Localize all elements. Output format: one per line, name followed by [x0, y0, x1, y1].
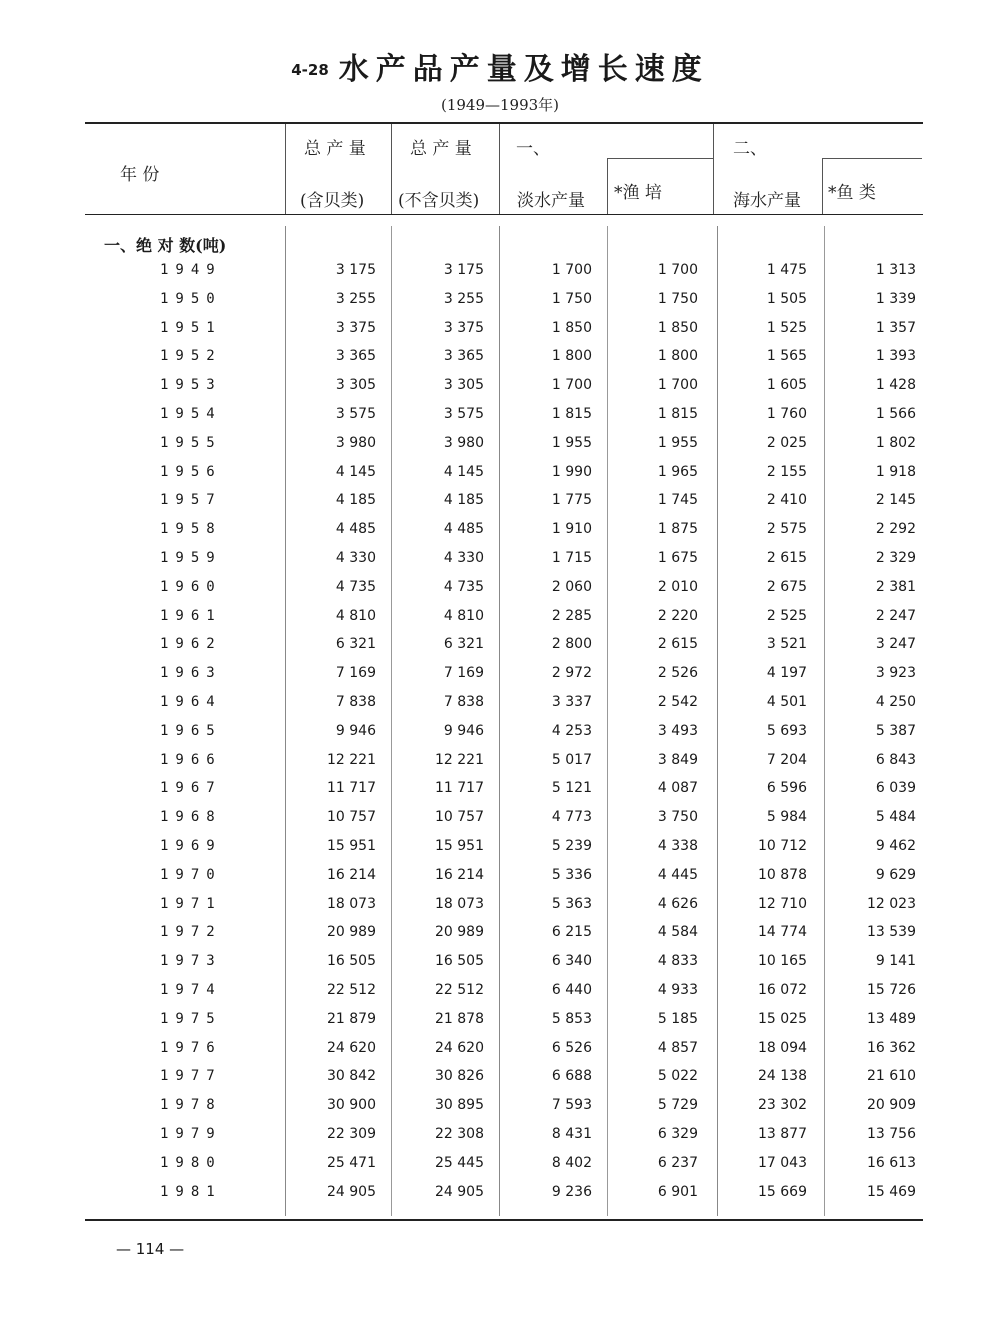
col-divider	[607, 158, 608, 214]
freshwater-cell: 1 800	[551, 348, 592, 365]
total-incl-cell: 3 175	[335, 262, 376, 278]
culture-cell: 6 329	[657, 1126, 698, 1142]
total-excl-cell: 7 838	[443, 694, 484, 710]
fish-cell: 2 247	[875, 607, 916, 624]
marine-cell: 23 302	[758, 1097, 807, 1114]
total-excl-cell: 24 620	[435, 1039, 484, 1056]
freshwater-cell: 6 340	[551, 953, 592, 970]
table-row	[0, 492, 1000, 521]
table-row	[0, 608, 1000, 637]
freshwater-cell: 1 750	[551, 290, 592, 307]
total-incl-cell: 22 309	[327, 1126, 376, 1142]
freshwater-cell: 2 060	[551, 578, 592, 595]
total-excl-cell: 20 989	[435, 924, 484, 941]
culture-cell: 1 965	[657, 463, 698, 480]
total-excl-cell: 22 512	[435, 982, 484, 998]
culture-cell: 5 185	[657, 1010, 698, 1027]
table-row	[0, 636, 1000, 665]
freshwater-cell: 2 972	[551, 665, 592, 682]
table-row	[0, 867, 1000, 896]
year-cell: 1959	[160, 550, 222, 566]
year-cell: 1957	[160, 492, 222, 509]
freshwater-cell: 1 955	[551, 434, 592, 451]
total-excl-cell: 7 169	[443, 665, 484, 682]
marine-cell: 15 669	[758, 1183, 807, 1200]
header-freshwater: 淡水产量	[517, 191, 585, 211]
total-incl-cell: 4 185	[335, 492, 376, 509]
table-row	[0, 953, 1000, 982]
total-incl-cell: 4 145	[335, 463, 376, 480]
fish-cell: 1 339	[875, 290, 916, 307]
culture-cell: 2 220	[657, 607, 698, 624]
year-cell: 1958	[160, 521, 222, 538]
fish-cell: 3 247	[875, 636, 916, 653]
total-excl-cell: 4 735	[443, 578, 484, 595]
header-group-marine: 二、	[733, 139, 767, 159]
year-cell: 1979	[160, 1126, 222, 1142]
total-incl-cell: 30 842	[327, 1068, 376, 1085]
culture-cell: 4 584	[657, 924, 698, 941]
freshwater-cell: 6 688	[551, 1068, 592, 1085]
freshwater-cell: 8 431	[551, 1126, 592, 1142]
year-cell: 1961	[160, 607, 222, 624]
total-excl-cell: 3 375	[443, 319, 484, 336]
culture-cell: 1 675	[657, 550, 698, 566]
marine-cell: 7 204	[766, 751, 807, 768]
culture-cell: 4 338	[657, 838, 698, 854]
total-excl-cell: 25 445	[435, 1154, 484, 1171]
culture-cell: 2 526	[657, 665, 698, 682]
freshwater-cell: 1 910	[551, 521, 592, 538]
col-divider	[391, 124, 392, 214]
total-excl-cell: 21 878	[435, 1010, 484, 1027]
marine-cell: 4 197	[766, 665, 807, 682]
total-excl-cell: 4 145	[443, 463, 484, 480]
culture-cell: 1 955	[657, 434, 698, 451]
total-excl-cell: 3 305	[443, 377, 484, 394]
total-incl-cell: 12 221	[327, 751, 376, 768]
total-excl-cell: 4 485	[443, 521, 484, 538]
table-row	[0, 1068, 1000, 1097]
freshwater-cell: 1 700	[551, 377, 592, 394]
table-row	[0, 406, 1000, 435]
total-incl-cell: 20 989	[327, 924, 376, 941]
total-incl-cell: 25 471	[327, 1154, 376, 1171]
total-incl-cell: 3 255	[335, 290, 376, 307]
freshwater-cell: 5 121	[551, 780, 592, 797]
fish-cell: 5 387	[875, 722, 916, 739]
culture-cell: 3 849	[657, 751, 698, 768]
total-incl-cell: 7 169	[335, 665, 376, 682]
table-row	[0, 752, 1000, 781]
freshwater-cell: 1 715	[551, 550, 592, 566]
year-cell: 1978	[160, 1097, 222, 1114]
year-cell: 1960	[160, 578, 222, 595]
table-row	[0, 1011, 1000, 1040]
total-excl-cell: 6 321	[443, 636, 484, 653]
fish-cell: 1 918	[875, 463, 916, 480]
total-incl-cell: 4 485	[335, 521, 376, 538]
header-total-excl-top: 总 产 量	[410, 139, 472, 159]
fish-cell: 2 292	[875, 521, 916, 538]
fish-cell: 4 250	[875, 694, 916, 710]
year-cell: 1981	[160, 1183, 222, 1200]
culture-cell: 5 729	[657, 1097, 698, 1114]
fish-cell: 15 726	[867, 982, 916, 998]
table-row	[0, 809, 1000, 838]
total-excl-cell: 10 757	[435, 809, 484, 826]
group2-divider	[822, 158, 922, 159]
total-excl-cell: 24 905	[435, 1183, 484, 1200]
freshwater-cell: 1 775	[551, 492, 592, 509]
year-cell: 1965	[160, 722, 222, 739]
freshwater-cell: 5 363	[551, 895, 592, 912]
table-row	[0, 579, 1000, 608]
table-title-text: 水产品产量及增长速度	[338, 52, 709, 87]
total-excl-cell: 30 895	[435, 1097, 484, 1114]
table-row	[0, 665, 1000, 694]
col-divider	[822, 158, 823, 214]
table-row	[0, 838, 1000, 867]
total-incl-cell: 16 505	[327, 953, 376, 970]
year-cell: 1980	[160, 1154, 222, 1171]
table-row	[0, 348, 1000, 377]
year-cell: 1964	[160, 694, 222, 710]
total-incl-cell: 22 512	[327, 982, 376, 998]
year-cell: 1949	[160, 262, 222, 278]
freshwater-cell: 1 700	[551, 262, 592, 278]
marine-cell: 16 072	[758, 982, 807, 998]
fish-cell: 2 145	[875, 492, 916, 509]
total-excl-cell: 4 330	[443, 550, 484, 566]
fish-cell: 16 613	[867, 1154, 916, 1171]
table-row	[0, 1126, 1000, 1155]
total-incl-cell: 3 575	[335, 406, 376, 422]
fish-cell: 12 023	[867, 895, 916, 912]
fish-cell: 16 362	[867, 1039, 916, 1056]
header-year: 年 份	[120, 165, 160, 185]
marine-cell: 10 712	[758, 838, 807, 854]
culture-cell: 3 493	[657, 722, 698, 739]
fish-cell: 1 393	[875, 348, 916, 365]
freshwater-cell: 6 215	[551, 924, 592, 941]
marine-cell: 10 878	[758, 866, 807, 883]
total-excl-cell: 22 308	[435, 1126, 484, 1142]
total-excl-cell: 3 980	[443, 434, 484, 451]
freshwater-cell: 5 336	[551, 866, 592, 883]
marine-cell: 2 575	[766, 521, 807, 538]
culture-cell: 4 445	[657, 866, 698, 883]
year-cell: 1950	[160, 290, 222, 307]
table-row	[0, 982, 1000, 1011]
table-row	[0, 896, 1000, 925]
total-incl-cell: 18 073	[327, 895, 376, 912]
marine-cell: 1 505	[766, 290, 807, 307]
total-excl-cell: 3 255	[443, 290, 484, 307]
table-number: 4-28	[291, 61, 329, 79]
culture-cell: 4 833	[657, 953, 698, 970]
total-excl-cell: 3 175	[443, 262, 484, 278]
table-row	[0, 694, 1000, 723]
table-row	[0, 377, 1000, 406]
marine-cell: 6 596	[766, 780, 807, 797]
fish-cell: 2 329	[875, 550, 916, 566]
fish-cell: 6 843	[875, 751, 916, 768]
year-cell: 1974	[160, 982, 222, 998]
header-fish: *鱼 类	[828, 183, 876, 203]
culture-cell: 1 745	[657, 492, 698, 509]
culture-cell: 2 615	[657, 636, 698, 653]
culture-cell: 1 750	[657, 290, 698, 307]
year-cell: 1953	[160, 377, 222, 394]
marine-cell: 3 521	[766, 636, 807, 653]
culture-cell: 4 087	[657, 780, 698, 797]
marine-cell: 1 525	[766, 319, 807, 336]
table-row	[0, 291, 1000, 320]
total-incl-cell: 30 900	[327, 1097, 376, 1114]
freshwater-cell: 3 337	[551, 694, 592, 710]
total-excl-cell: 18 073	[435, 895, 484, 912]
marine-cell: 10 165	[758, 953, 807, 970]
fish-cell: 15 469	[867, 1183, 916, 1200]
table-row	[0, 1040, 1000, 1069]
marine-cell: 15 025	[758, 1010, 807, 1027]
marine-cell: 24 138	[758, 1068, 807, 1085]
marine-cell: 2 675	[766, 578, 807, 595]
year-cell: 1977	[160, 1068, 222, 1085]
freshwater-cell: 1 990	[551, 463, 592, 480]
culture-cell: 3 750	[657, 809, 698, 826]
marine-cell: 5 693	[766, 722, 807, 739]
year-cell: 1968	[160, 809, 222, 826]
total-incl-cell: 16 214	[327, 866, 376, 883]
year-cell: 1955	[160, 434, 222, 451]
culture-cell: 1 700	[657, 262, 698, 278]
total-incl-cell: 24 620	[327, 1039, 376, 1056]
col-divider	[499, 124, 500, 214]
marine-cell: 1 475	[766, 262, 807, 278]
freshwater-cell: 2 285	[551, 607, 592, 624]
freshwater-cell: 6 526	[551, 1039, 592, 1056]
marine-cell: 5 984	[766, 809, 807, 826]
marine-cell: 17 043	[758, 1154, 807, 1171]
fish-cell: 9 462	[875, 838, 916, 854]
freshwater-cell: 7 593	[551, 1097, 592, 1114]
freshwater-cell: 5 017	[551, 751, 592, 768]
year-cell: 1951	[160, 319, 222, 336]
freshwater-cell: 2 800	[551, 636, 592, 653]
bottom-rule	[85, 1219, 923, 1221]
total-excl-cell: 4 810	[443, 607, 484, 624]
fish-cell: 9 141	[875, 953, 916, 970]
total-incl-cell: 7 838	[335, 694, 376, 710]
total-excl-cell: 11 717	[435, 780, 484, 797]
table-row	[0, 1184, 1000, 1213]
total-excl-cell: 15 951	[435, 838, 484, 854]
fish-cell: 9 629	[875, 866, 916, 883]
year-cell: 1973	[160, 953, 222, 970]
total-incl-cell: 10 757	[327, 809, 376, 826]
marine-cell: 14 774	[758, 924, 807, 941]
freshwater-cell: 5 239	[551, 838, 592, 854]
header-culture: *渔 培	[614, 183, 662, 203]
total-incl-cell: 4 330	[335, 550, 376, 566]
total-incl-cell: 24 905	[327, 1183, 376, 1200]
total-excl-cell: 30 826	[435, 1068, 484, 1085]
marine-cell: 18 094	[758, 1039, 807, 1056]
year-cell: 1962	[160, 636, 222, 653]
total-incl-cell: 21 879	[327, 1010, 376, 1027]
year-cell: 1976	[160, 1039, 222, 1056]
year-cell: 1969	[160, 838, 222, 854]
fish-cell: 5 484	[875, 809, 916, 826]
fish-cell: 1 428	[875, 377, 916, 394]
header-marine: 海水产量	[733, 191, 801, 211]
fish-cell: 2 381	[875, 578, 916, 595]
marine-cell: 13 877	[758, 1126, 807, 1142]
marine-cell: 1 760	[766, 406, 807, 422]
total-incl-cell: 4 735	[335, 578, 376, 595]
page-number: — 114 —	[116, 1240, 185, 1258]
culture-cell: 6 237	[657, 1154, 698, 1171]
total-incl-cell: 3 305	[335, 377, 376, 394]
section-label: 一、绝 对 数(吨)	[104, 236, 227, 255]
year-cell: 1956	[160, 463, 222, 480]
table-row	[0, 464, 1000, 493]
total-incl-cell: 15 951	[327, 838, 376, 854]
year-cell: 1971	[160, 895, 222, 912]
year-cell: 1972	[160, 924, 222, 941]
culture-cell: 4 626	[657, 895, 698, 912]
header-total-incl-bottom: (含贝类)	[300, 191, 365, 211]
year-cell: 1970	[160, 866, 222, 883]
header-bottom-rule	[85, 214, 923, 215]
culture-cell: 5 022	[657, 1068, 698, 1085]
culture-cell: 1 875	[657, 521, 698, 538]
fish-cell: 1 357	[875, 319, 916, 336]
col-divider	[285, 124, 286, 214]
marine-cell: 2 615	[766, 550, 807, 566]
year-cell: 1963	[160, 665, 222, 682]
table-row	[0, 521, 1000, 550]
total-excl-cell: 3 365	[443, 348, 484, 365]
total-excl-cell: 9 946	[443, 722, 484, 739]
culture-cell: 2 542	[657, 694, 698, 710]
table-row	[0, 435, 1000, 464]
marine-cell: 1 605	[766, 377, 807, 394]
total-incl-cell: 4 810	[335, 607, 376, 624]
fish-cell: 1 313	[875, 262, 916, 278]
total-incl-cell: 3 375	[335, 319, 376, 336]
fish-cell: 1 566	[875, 406, 916, 422]
fish-cell: 1 802	[875, 434, 916, 451]
marine-cell: 12 710	[758, 895, 807, 912]
year-cell: 1952	[160, 348, 222, 365]
total-excl-cell: 4 185	[443, 492, 484, 509]
culture-cell: 1 800	[657, 348, 698, 365]
table-row	[0, 1155, 1000, 1184]
fish-cell: 13 756	[867, 1126, 916, 1142]
table-subtitle: (1949—1993年)	[440, 96, 560, 114]
total-excl-cell: 16 214	[435, 866, 484, 883]
fish-cell: 20 909	[867, 1097, 916, 1114]
table-row	[0, 320, 1000, 349]
year-cell: 1966	[160, 751, 222, 768]
fish-cell: 3 923	[875, 665, 916, 682]
table-row	[0, 723, 1000, 752]
freshwater-cell: 6 440	[551, 982, 592, 998]
freshwater-cell: 9 236	[551, 1183, 592, 1200]
table-title	[0, 44, 1000, 88]
culture-cell: 1 700	[657, 377, 698, 394]
col-divider	[713, 124, 714, 214]
total-incl-cell: 9 946	[335, 722, 376, 739]
culture-cell: 2 010	[657, 578, 698, 595]
freshwater-cell: 1 850	[551, 319, 592, 336]
culture-cell: 1 815	[657, 406, 698, 422]
marine-cell: 2 525	[766, 607, 807, 624]
culture-cell: 4 933	[657, 982, 698, 998]
marine-cell: 4 501	[766, 694, 807, 710]
freshwater-cell: 1 815	[551, 406, 592, 422]
marine-cell: 2 410	[766, 492, 807, 509]
freshwater-cell: 4 253	[551, 722, 592, 739]
table-row	[0, 550, 1000, 579]
freshwater-cell: 5 853	[551, 1010, 592, 1027]
table-row	[0, 262, 1000, 291]
freshwater-cell: 8 402	[551, 1154, 592, 1171]
header-group-freshwater: 一、	[516, 139, 550, 159]
header-total-excl-bottom: (不含贝类)	[398, 191, 480, 211]
fish-cell: 6 039	[875, 780, 916, 797]
group1-divider	[607, 158, 713, 159]
year-cell: 1954	[160, 406, 222, 422]
year-cell: 1975	[160, 1010, 222, 1027]
top-rule	[85, 122, 923, 124]
total-excl-cell: 3 575	[443, 406, 484, 422]
year-cell: 1967	[160, 780, 222, 797]
total-incl-cell: 3 980	[335, 434, 376, 451]
culture-cell: 4 857	[657, 1039, 698, 1056]
fish-cell: 21 610	[867, 1068, 916, 1085]
marine-cell: 2 025	[766, 434, 807, 451]
table-row	[0, 924, 1000, 953]
marine-cell: 2 155	[766, 463, 807, 480]
table-row	[0, 1097, 1000, 1126]
total-excl-cell: 12 221	[435, 751, 484, 768]
culture-cell: 6 901	[657, 1183, 698, 1200]
table-row	[0, 780, 1000, 809]
total-incl-cell: 6 321	[335, 636, 376, 653]
total-excl-cell: 16 505	[435, 953, 484, 970]
fish-cell: 13 539	[867, 924, 916, 941]
fish-cell: 13 489	[867, 1010, 916, 1027]
marine-cell: 1 565	[766, 348, 807, 365]
total-incl-cell: 3 365	[335, 348, 376, 365]
freshwater-cell: 4 773	[551, 809, 592, 826]
total-incl-cell: 11 717	[327, 780, 376, 797]
culture-cell: 1 850	[657, 319, 698, 336]
header-total-incl-top: 总 产 量	[304, 139, 366, 159]
